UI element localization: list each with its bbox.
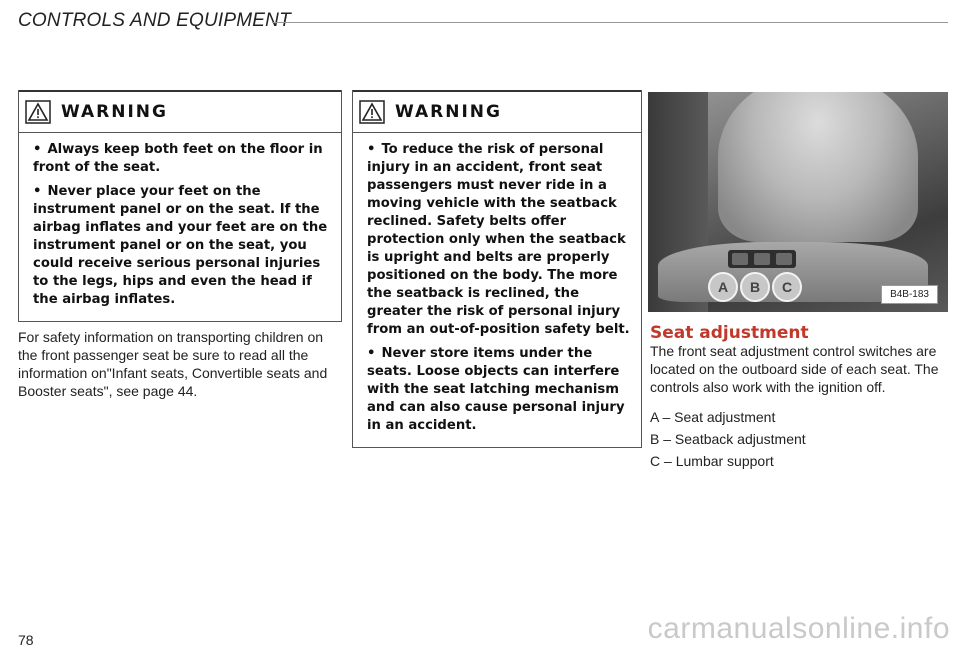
- section-body: [650, 342, 950, 470]
- warning-item: • Never place your feet on the instrument panel or on the seat. If the airbag inflates and your feet are on the instrument panel or on the seat, you could receive serious personal injuries to the legs, hips and even the head if the airbag inflates.: [33, 184, 328, 307]
- warning-box-middle: [352, 90, 642, 448]
- section-heading: Seat adjustment: [650, 323, 809, 343]
- warning-triangle-icon: [359, 100, 385, 124]
- chapter-title: CONTROLS AND EQUIPMENT: [18, 10, 291, 31]
- header-rule: [272, 22, 948, 23]
- warning-header: [19, 90, 341, 133]
- control-switch-strip: [728, 250, 796, 268]
- list-item: A – Seat adjustment: [650, 409, 776, 425]
- seat-photo: [648, 92, 948, 312]
- label-a: A: [708, 272, 738, 302]
- safety-note: For safety information on transporting children on the front passenger seat be sure to read all the information on"Infant seats, Convertible seats and Booster seats", see page 44.: [18, 329, 328, 399]
- warning-item: • Never store items under the seats. Loose objects can interfere with the seat latching mechanism and can also cause personal injury in an accident.: [367, 346, 625, 433]
- warning-body: [19, 133, 341, 321]
- list-item: C – Lumbar support: [650, 453, 774, 469]
- warning-triangle-icon: [25, 100, 51, 124]
- seat-switch: [732, 253, 748, 265]
- warning-title: WARNING: [395, 102, 502, 122]
- warning-box-left: [18, 90, 342, 322]
- label-b: B: [740, 272, 770, 302]
- watermark: carmanualsonline.info: [647, 612, 950, 645]
- warning-item: • Always keep both feet on the floor in front of the seat.: [33, 142, 323, 175]
- figure-code: B4B-183: [881, 285, 938, 304]
- section-description: The front seat adjustment control switches are located on the outboard side of each seat. The controls also work with the ignition off.: [650, 343, 939, 395]
- warning-body: [353, 133, 641, 447]
- page-number: 78: [18, 632, 34, 648]
- list-item: B – Seatback adjustment: [650, 431, 806, 447]
- lumbar-switch: [776, 253, 792, 265]
- warning-header: [353, 90, 641, 133]
- warning-title: WARNING: [61, 102, 168, 122]
- warning-item: • To reduce the risk of personal injury in an accident, front seat passengers must never ride in a moving vehicle with the seatback reclined. Safety belts offer protection only when the seatback is upright and belts are properly positioned on the body. The more the seatback is reclined, the greater the risk of personal injury from an out-of-position safety belt.: [367, 142, 630, 337]
- seat-back: [718, 92, 918, 242]
- seatback-switch: [754, 253, 770, 265]
- label-c: C: [772, 272, 802, 302]
